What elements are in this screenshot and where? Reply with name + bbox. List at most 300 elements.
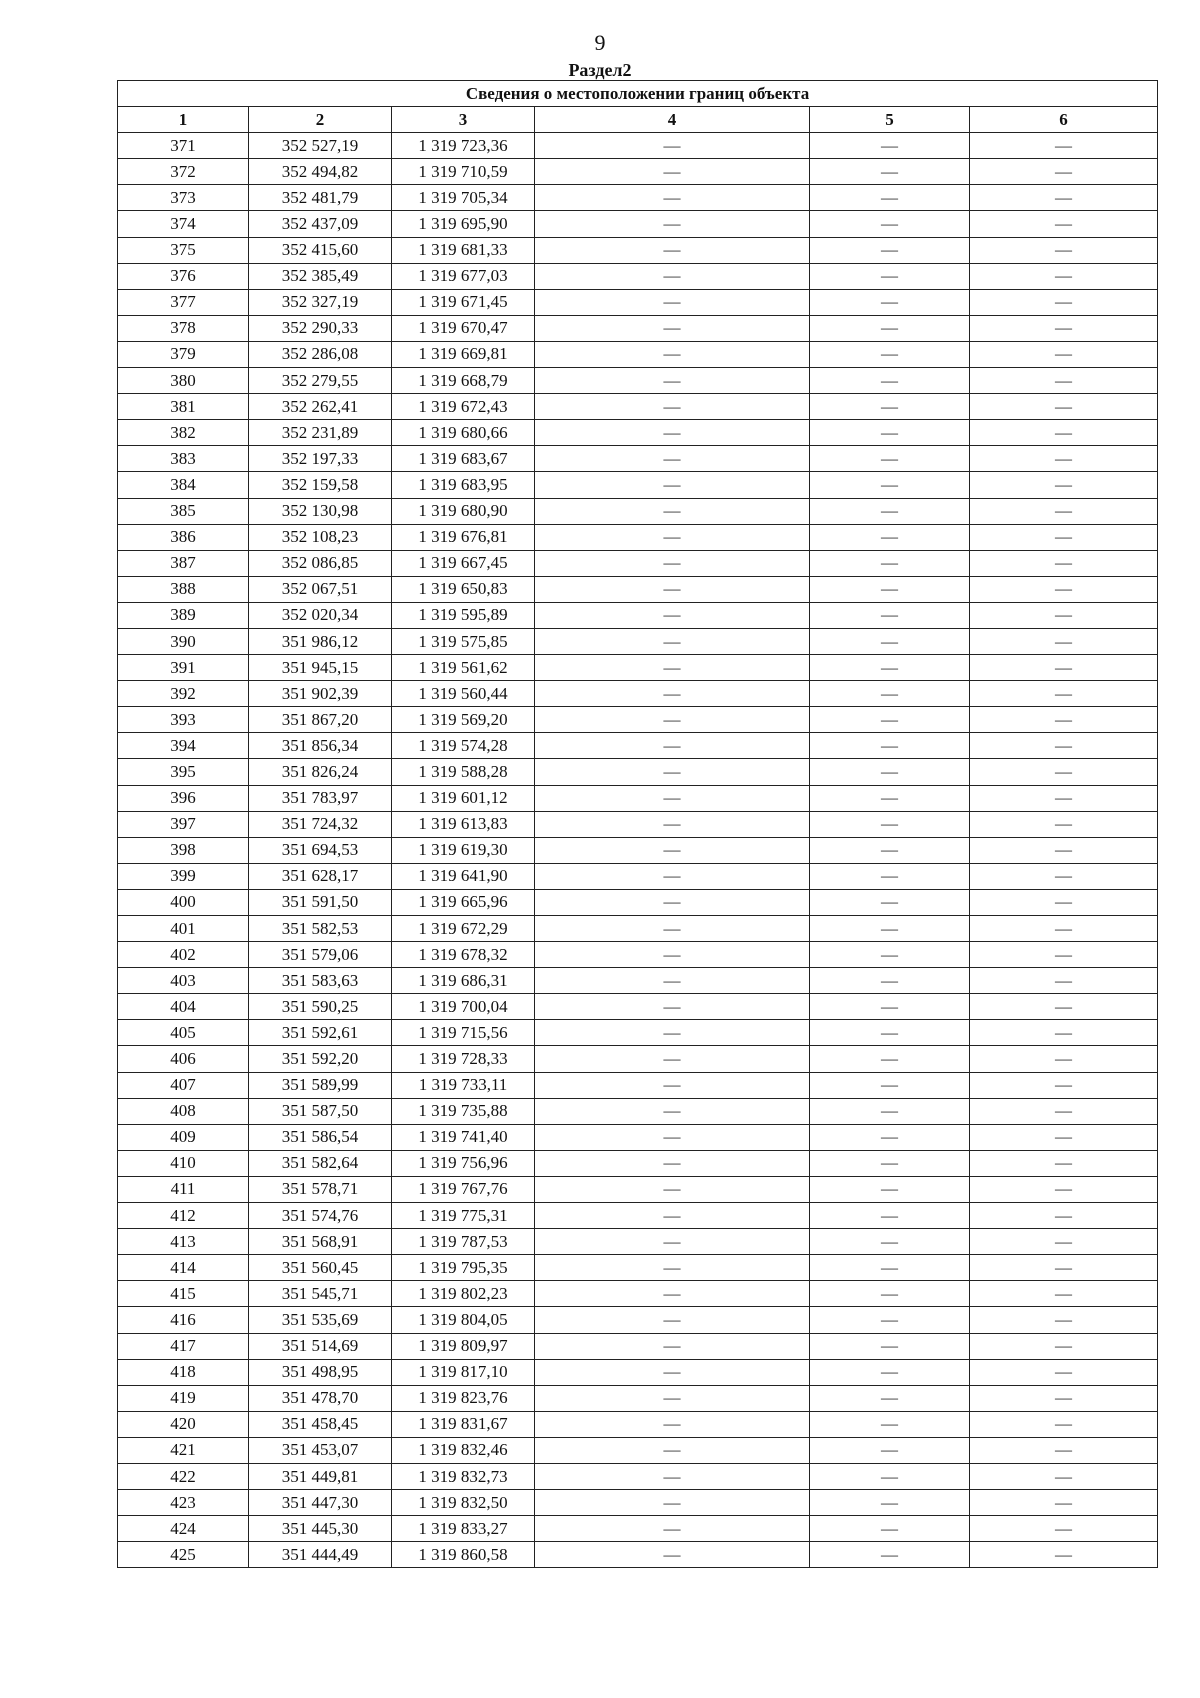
table-row — [118, 759, 1158, 785]
y-coordinate-cell: 1 319 832,46 — [392, 1437, 535, 1463]
empty-value-cell: — — [810, 602, 970, 628]
y-coordinate-cell: 1 319 641,90 — [392, 863, 535, 889]
point-number-cell: 398 — [118, 837, 249, 863]
y-coordinate-cell: 1 319 756,96 — [392, 1150, 535, 1176]
empty-value-cell: — — [970, 368, 1158, 394]
empty-value-cell: — — [810, 681, 970, 707]
y-coordinate-cell: 1 319 561,62 — [392, 655, 535, 681]
empty-value-cell: — — [970, 394, 1158, 420]
empty-value-cell: — — [970, 211, 1158, 237]
table-row — [118, 185, 1158, 211]
x-coordinate-cell: 351 578,71 — [249, 1176, 392, 1202]
empty-value-cell: — — [810, 524, 970, 550]
table-row — [118, 707, 1158, 733]
empty-value-cell: — — [970, 889, 1158, 915]
y-coordinate-cell: 1 319 817,10 — [392, 1359, 535, 1385]
y-coordinate-cell: 1 319 767,76 — [392, 1176, 535, 1202]
x-coordinate-cell: 352 067,51 — [249, 576, 392, 602]
empty-value-cell: — — [810, 185, 970, 211]
empty-value-cell: — — [810, 1437, 970, 1463]
y-coordinate-cell: 1 319 832,73 — [392, 1463, 535, 1489]
empty-value-cell: — — [810, 1542, 970, 1568]
empty-value-cell: — — [535, 1542, 810, 1568]
x-coordinate-cell: 352 290,33 — [249, 315, 392, 341]
table-body — [118, 133, 1158, 1568]
empty-value-cell: — — [810, 211, 970, 237]
empty-value-cell: — — [970, 707, 1158, 733]
y-coordinate-cell: 1 319 710,59 — [392, 159, 535, 185]
x-coordinate-cell: 352 327,19 — [249, 289, 392, 315]
x-coordinate-cell: 351 591,50 — [249, 889, 392, 915]
empty-value-cell: — — [810, 1124, 970, 1150]
empty-value-cell: — — [970, 968, 1158, 994]
x-coordinate-cell: 351 535,69 — [249, 1307, 392, 1333]
table-row — [118, 1333, 1158, 1359]
empty-value-cell: — — [535, 1072, 810, 1098]
table-row — [118, 159, 1158, 185]
x-coordinate-cell: 352 527,19 — [249, 133, 392, 159]
point-number-cell: 374 — [118, 211, 249, 237]
y-coordinate-cell: 1 319 795,35 — [392, 1255, 535, 1281]
point-number-cell: 424 — [118, 1516, 249, 1542]
point-number-cell: 417 — [118, 1333, 249, 1359]
point-number-cell: 391 — [118, 655, 249, 681]
point-number-cell: 416 — [118, 1307, 249, 1333]
empty-value-cell: — — [535, 942, 810, 968]
empty-value-cell: — — [970, 785, 1158, 811]
x-coordinate-cell: 351 447,30 — [249, 1490, 392, 1516]
empty-value-cell: — — [810, 1150, 970, 1176]
empty-value-cell: — — [535, 733, 810, 759]
empty-value-cell: — — [535, 185, 810, 211]
point-number-cell: 425 — [118, 1542, 249, 1568]
point-number-cell: 405 — [118, 1020, 249, 1046]
point-number-cell: 386 — [118, 524, 249, 550]
empty-value-cell: — — [535, 289, 810, 315]
empty-value-cell: — — [810, 1490, 970, 1516]
y-coordinate-cell: 1 319 683,67 — [392, 446, 535, 472]
empty-value-cell: — — [535, 237, 810, 263]
empty-value-cell: — — [970, 1229, 1158, 1255]
empty-value-cell: — — [970, 942, 1158, 968]
point-number-cell: 372 — [118, 159, 249, 185]
empty-value-cell: — — [810, 889, 970, 915]
empty-value-cell: — — [535, 524, 810, 550]
empty-value-cell: — — [810, 420, 970, 446]
empty-value-cell: — — [970, 733, 1158, 759]
table-row — [118, 289, 1158, 315]
x-coordinate-cell: 351 589,99 — [249, 1072, 392, 1098]
empty-value-cell: — — [810, 994, 970, 1020]
empty-value-cell: — — [810, 759, 970, 785]
empty-value-cell: — — [810, 837, 970, 863]
table-row — [118, 1307, 1158, 1333]
x-coordinate-cell: 351 583,63 — [249, 968, 392, 994]
point-number-cell: 422 — [118, 1463, 249, 1489]
empty-value-cell: — — [535, 315, 810, 341]
point-number-cell: 393 — [118, 707, 249, 733]
empty-value-cell: — — [810, 472, 970, 498]
y-coordinate-cell: 1 319 678,32 — [392, 942, 535, 968]
empty-value-cell: — — [535, 707, 810, 733]
x-coordinate-cell: 351 444,49 — [249, 1542, 392, 1568]
table-row — [118, 524, 1158, 550]
table-row — [118, 1072, 1158, 1098]
empty-value-cell: — — [535, 1203, 810, 1229]
empty-value-cell: — — [535, 1411, 810, 1437]
x-coordinate-cell: 352 279,55 — [249, 368, 392, 394]
empty-value-cell: — — [535, 1098, 810, 1124]
x-coordinate-cell: 352 086,85 — [249, 550, 392, 576]
empty-value-cell: — — [535, 133, 810, 159]
table-row — [118, 394, 1158, 420]
x-coordinate-cell: 351 856,34 — [249, 733, 392, 759]
page-number: 9 — [594, 30, 606, 55]
table-row — [118, 863, 1158, 889]
x-coordinate-cell: 351 545,71 — [249, 1281, 392, 1307]
point-number-cell: 406 — [118, 1046, 249, 1072]
y-coordinate-cell: 1 319 575,85 — [392, 628, 535, 654]
empty-value-cell: — — [810, 1307, 970, 1333]
empty-value-cell: — — [970, 341, 1158, 367]
table-row — [118, 628, 1158, 654]
empty-value-cell: — — [810, 968, 970, 994]
x-coordinate-cell: 351 590,25 — [249, 994, 392, 1020]
point-number-cell: 421 — [118, 1437, 249, 1463]
empty-value-cell: — — [970, 237, 1158, 263]
empty-value-cell: — — [535, 1124, 810, 1150]
empty-value-cell: — — [535, 1490, 810, 1516]
empty-value-cell: — — [535, 1046, 810, 1072]
empty-value-cell: — — [810, 916, 970, 942]
table-row — [118, 1046, 1158, 1072]
empty-value-cell: — — [970, 681, 1158, 707]
table-caption-row — [118, 81, 1158, 107]
table-row — [118, 341, 1158, 367]
column-header-5: 5 — [810, 107, 970, 133]
empty-value-cell: — — [535, 341, 810, 367]
x-coordinate-cell: 352 130,98 — [249, 498, 392, 524]
point-number-cell: 381 — [118, 394, 249, 420]
empty-value-cell: — — [535, 446, 810, 472]
empty-value-cell: — — [970, 837, 1158, 863]
empty-value-cell: — — [535, 811, 810, 837]
table-row — [118, 1124, 1158, 1150]
x-coordinate-cell: 351 498,95 — [249, 1359, 392, 1385]
empty-value-cell: — — [535, 759, 810, 785]
empty-value-cell: — — [535, 550, 810, 576]
empty-value-cell: — — [810, 707, 970, 733]
x-coordinate-cell: 351 628,17 — [249, 863, 392, 889]
empty-value-cell: — — [970, 1255, 1158, 1281]
table-row — [118, 368, 1158, 394]
table-row — [118, 811, 1158, 837]
empty-value-cell: — — [970, 1359, 1158, 1385]
point-number-cell: 397 — [118, 811, 249, 837]
y-coordinate-cell: 1 319 613,83 — [392, 811, 535, 837]
y-coordinate-cell: 1 319 733,11 — [392, 1072, 535, 1098]
x-coordinate-cell: 351 445,30 — [249, 1516, 392, 1542]
x-coordinate-cell: 351 582,64 — [249, 1150, 392, 1176]
empty-value-cell: — — [535, 628, 810, 654]
empty-value-cell: — — [535, 916, 810, 942]
point-number-cell: 385 — [118, 498, 249, 524]
point-number-cell: 408 — [118, 1098, 249, 1124]
point-number-cell: 382 — [118, 420, 249, 446]
empty-value-cell: — — [810, 289, 970, 315]
empty-value-cell: — — [970, 550, 1158, 576]
table-row — [118, 1463, 1158, 1489]
empty-value-cell: — — [535, 863, 810, 889]
empty-value-cell: — — [970, 1203, 1158, 1229]
table-row — [118, 785, 1158, 811]
x-coordinate-cell: 352 286,08 — [249, 341, 392, 367]
point-number-cell: 378 — [118, 315, 249, 341]
y-coordinate-cell: 1 319 823,76 — [392, 1385, 535, 1411]
point-number-cell: 413 — [118, 1229, 249, 1255]
empty-value-cell: — — [535, 420, 810, 446]
empty-value-cell: — — [810, 1385, 970, 1411]
point-number-cell: 383 — [118, 446, 249, 472]
column-header-2: 2 — [249, 107, 392, 133]
empty-value-cell: — — [970, 1072, 1158, 1098]
y-coordinate-cell: 1 319 669,81 — [392, 341, 535, 367]
empty-value-cell: — — [970, 1307, 1158, 1333]
empty-value-cell: — — [535, 211, 810, 237]
point-number-cell: 414 — [118, 1255, 249, 1281]
x-coordinate-cell: 351 826,24 — [249, 759, 392, 785]
x-coordinate-cell: 351 592,20 — [249, 1046, 392, 1072]
empty-value-cell: — — [810, 159, 970, 185]
x-coordinate-cell: 351 579,06 — [249, 942, 392, 968]
x-coordinate-cell: 352 481,79 — [249, 185, 392, 211]
empty-value-cell: — — [535, 1307, 810, 1333]
empty-value-cell: — — [970, 1516, 1158, 1542]
empty-value-cell: — — [970, 994, 1158, 1020]
empty-value-cell: — — [535, 1020, 810, 1046]
y-coordinate-cell: 1 319 741,40 — [392, 1124, 535, 1150]
x-coordinate-cell: 352 231,89 — [249, 420, 392, 446]
y-coordinate-cell: 1 319 787,53 — [392, 1229, 535, 1255]
empty-value-cell: — — [970, 185, 1158, 211]
x-coordinate-cell: 351 783,97 — [249, 785, 392, 811]
y-coordinate-cell: 1 319 804,05 — [392, 1307, 535, 1333]
x-coordinate-cell: 351 587,50 — [249, 1098, 392, 1124]
point-number-cell: 423 — [118, 1490, 249, 1516]
point-number-cell: 399 — [118, 863, 249, 889]
y-coordinate-cell: 1 319 601,12 — [392, 785, 535, 811]
empty-value-cell: — — [810, 1281, 970, 1307]
empty-value-cell: — — [970, 1490, 1158, 1516]
y-coordinate-cell: 1 319 574,28 — [392, 733, 535, 759]
empty-value-cell: — — [535, 1229, 810, 1255]
empty-value-cell: — — [970, 576, 1158, 602]
y-coordinate-cell: 1 319 680,66 — [392, 420, 535, 446]
table-row — [118, 472, 1158, 498]
x-coordinate-cell: 352 159,58 — [249, 472, 392, 498]
y-coordinate-cell: 1 319 676,81 — [392, 524, 535, 550]
table-row — [118, 315, 1158, 341]
x-coordinate-cell: 352 108,23 — [249, 524, 392, 550]
x-coordinate-cell: 351 560,45 — [249, 1255, 392, 1281]
table-row — [118, 550, 1158, 576]
x-coordinate-cell: 351 458,45 — [249, 1411, 392, 1437]
empty-value-cell: — — [970, 1333, 1158, 1359]
point-number-cell: 395 — [118, 759, 249, 785]
empty-value-cell: — — [970, 759, 1158, 785]
empty-value-cell: — — [970, 1437, 1158, 1463]
x-coordinate-cell: 351 694,53 — [249, 837, 392, 863]
table-row — [118, 1229, 1158, 1255]
table-row — [118, 420, 1158, 446]
y-coordinate-cell: 1 319 681,33 — [392, 237, 535, 263]
point-number-cell: 375 — [118, 237, 249, 263]
x-coordinate-cell: 352 494,82 — [249, 159, 392, 185]
point-number-cell: 400 — [118, 889, 249, 915]
empty-value-cell: — — [970, 916, 1158, 942]
empty-value-cell: — — [970, 159, 1158, 185]
x-coordinate-cell: 351 568,91 — [249, 1229, 392, 1255]
x-coordinate-cell: 351 592,61 — [249, 1020, 392, 1046]
empty-value-cell: — — [970, 1046, 1158, 1072]
table-row — [118, 1098, 1158, 1124]
empty-value-cell: — — [970, 1385, 1158, 1411]
empty-value-cell: — — [535, 1385, 810, 1411]
table-row — [118, 968, 1158, 994]
table-row — [118, 1411, 1158, 1437]
table-row — [118, 942, 1158, 968]
empty-value-cell: — — [810, 550, 970, 576]
empty-value-cell: — — [970, 446, 1158, 472]
y-coordinate-cell: 1 319 595,89 — [392, 602, 535, 628]
point-number-cell: 389 — [118, 602, 249, 628]
section-title: Раздел2 — [568, 60, 632, 80]
y-coordinate-cell: 1 319 672,43 — [392, 394, 535, 420]
point-number-cell: 404 — [118, 994, 249, 1020]
x-coordinate-cell: 352 437,09 — [249, 211, 392, 237]
table-row — [118, 1150, 1158, 1176]
empty-value-cell: — — [535, 602, 810, 628]
y-coordinate-cell: 1 319 650,83 — [392, 576, 535, 602]
empty-value-cell: — — [535, 655, 810, 681]
empty-value-cell: — — [970, 1411, 1158, 1437]
x-coordinate-cell: 351 574,76 — [249, 1203, 392, 1229]
point-number-cell: 409 — [118, 1124, 249, 1150]
y-coordinate-cell: 1 319 832,50 — [392, 1490, 535, 1516]
table-row — [118, 1203, 1158, 1229]
empty-value-cell: — — [970, 133, 1158, 159]
point-number-cell: 392 — [118, 681, 249, 707]
empty-value-cell: — — [535, 994, 810, 1020]
point-number-cell: 384 — [118, 472, 249, 498]
empty-value-cell: — — [810, 133, 970, 159]
point-number-cell: 412 — [118, 1203, 249, 1229]
point-number-cell: 415 — [118, 1281, 249, 1307]
y-coordinate-cell: 1 319 670,47 — [392, 315, 535, 341]
empty-value-cell: — — [535, 837, 810, 863]
empty-value-cell: — — [535, 1333, 810, 1359]
table-row — [118, 837, 1158, 863]
empty-value-cell: — — [970, 289, 1158, 315]
point-number-cell: 394 — [118, 733, 249, 759]
empty-value-cell: — — [535, 1255, 810, 1281]
table-row — [118, 263, 1158, 289]
point-number-cell: 373 — [118, 185, 249, 211]
empty-value-cell: — — [810, 1020, 970, 1046]
table-row — [118, 1516, 1158, 1542]
column-header-row — [118, 107, 1158, 133]
empty-value-cell: — — [810, 315, 970, 341]
empty-value-cell: — — [535, 968, 810, 994]
point-number-cell: 407 — [118, 1072, 249, 1098]
empty-value-cell: — — [810, 655, 970, 681]
y-coordinate-cell: 1 319 700,04 — [392, 994, 535, 1020]
empty-value-cell: — — [810, 1229, 970, 1255]
y-coordinate-cell: 1 319 723,36 — [392, 133, 535, 159]
empty-value-cell: — — [970, 263, 1158, 289]
table-row — [118, 1255, 1158, 1281]
empty-value-cell: — — [810, 341, 970, 367]
empty-value-cell: — — [970, 1020, 1158, 1046]
table-row — [118, 446, 1158, 472]
table-row — [118, 237, 1158, 263]
empty-value-cell: — — [970, 315, 1158, 341]
empty-value-cell: — — [970, 628, 1158, 654]
x-coordinate-cell: 351 586,54 — [249, 1124, 392, 1150]
y-coordinate-cell: 1 319 686,31 — [392, 968, 535, 994]
empty-value-cell: — — [810, 863, 970, 889]
table-caption: Сведения о местоположении границ объекта — [118, 81, 1158, 107]
empty-value-cell: — — [535, 394, 810, 420]
x-coordinate-cell: 351 902,39 — [249, 681, 392, 707]
point-number-cell: 410 — [118, 1150, 249, 1176]
x-coordinate-cell: 351 986,12 — [249, 628, 392, 654]
empty-value-cell: — — [535, 159, 810, 185]
point-number-cell: 411 — [118, 1176, 249, 1202]
empty-value-cell: — — [810, 368, 970, 394]
empty-value-cell: — — [535, 1176, 810, 1202]
y-coordinate-cell: 1 319 677,03 — [392, 263, 535, 289]
table-row — [118, 916, 1158, 942]
empty-value-cell: — — [970, 498, 1158, 524]
empty-value-cell: — — [535, 1281, 810, 1307]
y-coordinate-cell: 1 319 668,79 — [392, 368, 535, 394]
coordinates-table — [117, 80, 1158, 1568]
table-row — [118, 889, 1158, 915]
empty-value-cell: — — [810, 1203, 970, 1229]
empty-value-cell: — — [970, 1463, 1158, 1489]
empty-value-cell: — — [970, 655, 1158, 681]
empty-value-cell: — — [535, 263, 810, 289]
x-coordinate-cell: 351 453,07 — [249, 1437, 392, 1463]
column-header-4: 4 — [535, 107, 810, 133]
table-row — [118, 1020, 1158, 1046]
y-coordinate-cell: 1 319 683,95 — [392, 472, 535, 498]
x-coordinate-cell: 352 415,60 — [249, 237, 392, 263]
point-number-cell: 377 — [118, 289, 249, 315]
empty-value-cell: — — [535, 368, 810, 394]
empty-value-cell: — — [970, 863, 1158, 889]
table-row — [118, 211, 1158, 237]
empty-value-cell: — — [535, 1150, 810, 1176]
point-number-cell: 376 — [118, 263, 249, 289]
table-row — [118, 1437, 1158, 1463]
x-coordinate-cell: 352 020,34 — [249, 602, 392, 628]
table-row — [118, 133, 1158, 159]
y-coordinate-cell: 1 319 728,33 — [392, 1046, 535, 1072]
point-number-cell: 387 — [118, 550, 249, 576]
empty-value-cell: — — [810, 628, 970, 654]
